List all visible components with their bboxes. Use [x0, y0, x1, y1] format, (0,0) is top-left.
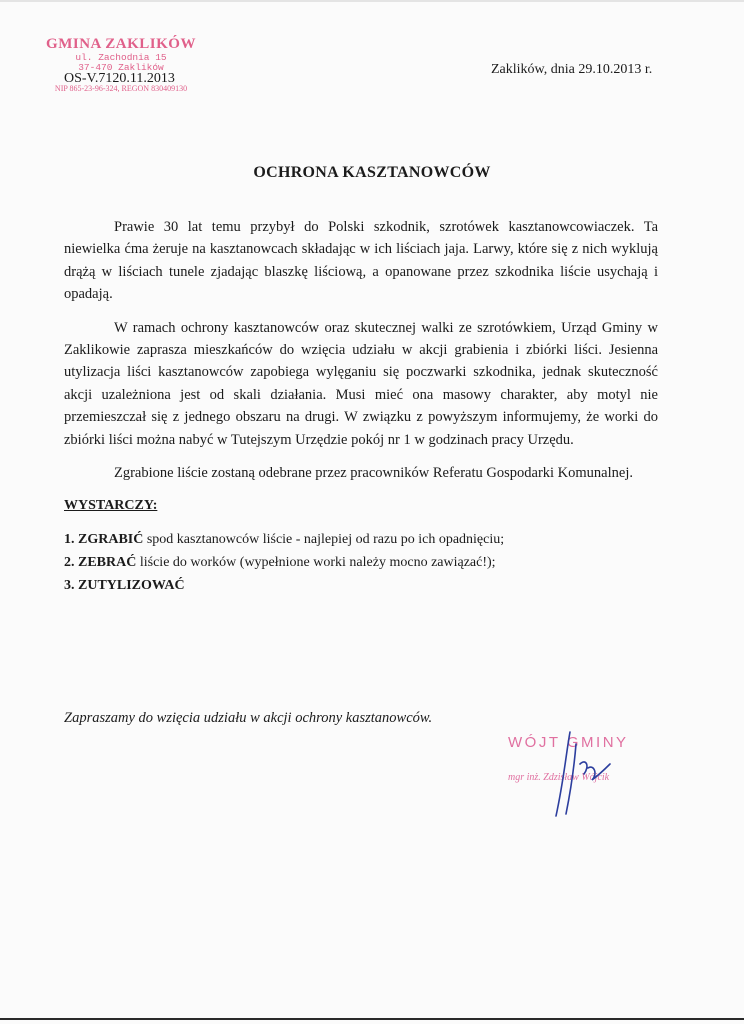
letter-body: [64, 216, 658, 597]
step-text: liście do worków (wypełnione worki należy mocno zawiązać!);: [136, 554, 496, 570]
step-number: 3.: [64, 577, 75, 593]
signature-name-stamp: mgr inż. Zdzisław Wójcik: [508, 772, 610, 783]
document-title: OCHRONA KASZTANOWCÓW: [253, 164, 491, 181]
signature-office-stamp: WÓJT GMINY: [508, 734, 629, 751]
step-item: [64, 574, 658, 597]
step-action: ZEBRAĆ: [78, 554, 137, 570]
paragraph-intro: Prawie 30 lat temu przybył do Polski szkodnik, szrotówek kasztanowcowiaczek. Ta niewielka ćma żeruje na kasztanowcach składając w ich liściach jaja. Larwy, które się z nich wyklują drążą w liściach tunele zjadając blaszkę liściową, a opanowane przez szkodnika liście usychają i opadają.: [64, 219, 658, 303]
step-number: 2.: [64, 554, 75, 570]
stamp-title: GMINA ZAKLIKÓW: [46, 36, 196, 52]
step-action: ZUTYLIZOWAĆ: [78, 577, 185, 593]
handwritten-signature: [540, 724, 650, 824]
scan-top-edge: [0, 0, 744, 2]
signature-stroke: [556, 732, 610, 816]
reference-number: OS-V.7120.11.2013: [64, 71, 175, 86]
step-number: 1.: [64, 531, 75, 547]
steps-heading: WYSTARCZY:: [64, 498, 158, 514]
step-action: ZGRABIĆ: [78, 531, 144, 547]
paragraph-action: W ramach ochrony kasztanowców oraz skutecznej walki ze szrotówkiem, Urząd Gminy w Zaklikowie zaprasza mieszkańców do wzięcia udziału w akcji grabienia i zbiórki liści. Jesienna utylizacja liści kasztanowców zapobiega wylęganiu się poczwarki szkodnika, jednak skuteczność akcji uzależniona jest od skali działania. Musi mieć ona masowy charakter, aby motyl nie przemieszczał się z jednego obszaru na drugi. W związku z powyższym informujemy, że worki do zbiórki liści można nabyć w Tutejszym Urzędzie pokój nr 1 w godzinach pracy Urzędu.: [64, 319, 658, 448]
stamp-city: 37-470 Zaklików: [78, 62, 164, 73]
step-item: [64, 528, 658, 551]
letter-date: Zaklików, dnia 29.10.2013 r.: [491, 62, 653, 77]
step-text: spod kasztanowców liście - najlepiej od razu po ich opadnięciu;: [143, 531, 505, 547]
closing-invitation: Zapraszamy do wzięcia udziału w akcji ochrony kasztanowców.: [64, 710, 433, 726]
stamp-street: ul. Zachodnia 15: [75, 52, 167, 63]
paragraph-collection: Zgrabione liście zostaną odebrane przez pracowników Referatu Gospodarki Komunalnej.: [114, 465, 633, 482]
scan-bottom-edge: [0, 1018, 744, 1020]
stamp-nip-regon: NIP 865-23-96-324, REGON 830409130: [54, 84, 188, 93]
step-item: [64, 551, 658, 574]
